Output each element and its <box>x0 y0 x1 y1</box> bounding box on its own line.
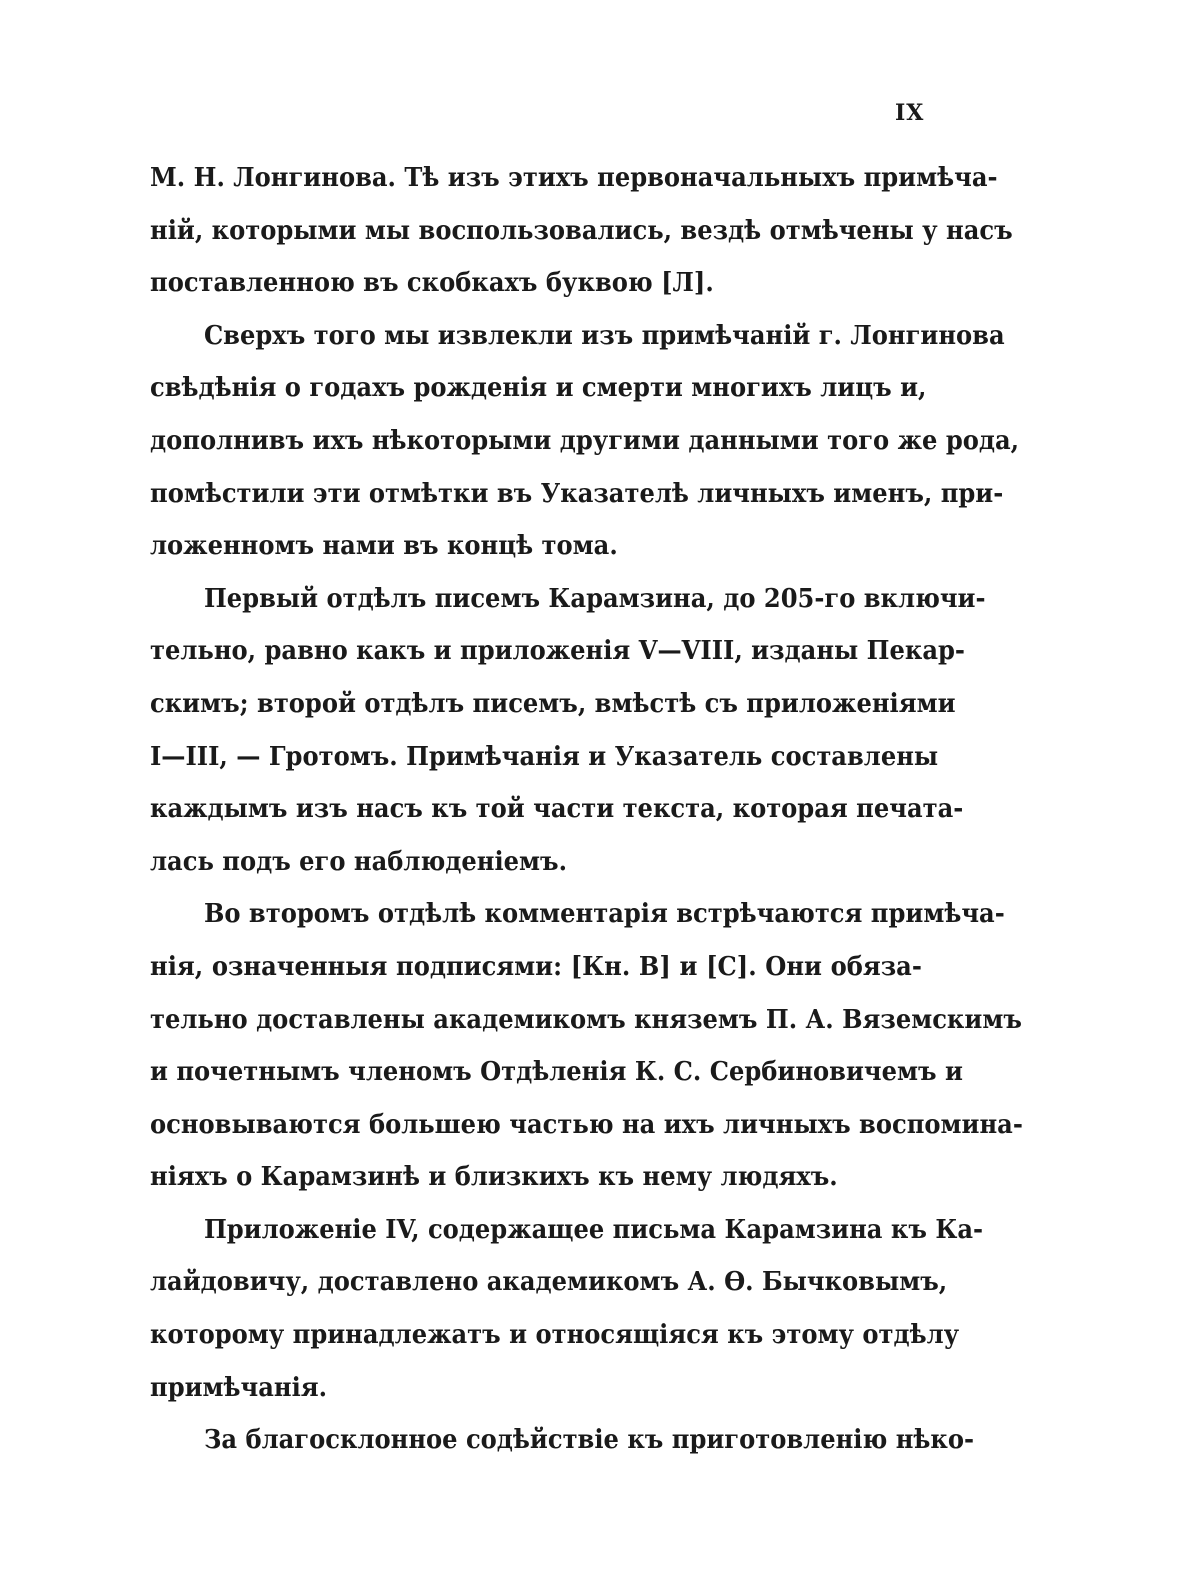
text-line: Сверхъ того мы извлекли изъ примѣчаній г. Лонгинова <box>203 320 1005 351</box>
text-line: ложенномъ нами въ концѣ тома. <box>150 531 618 562</box>
text-line: которому принадлежатъ и относящіяся къ этому отдѣлу <box>150 1320 960 1351</box>
text-line: Во второмъ отдѣлѣ комментарія встрѣчаются примѣча- <box>203 899 1005 930</box>
paragraph <box>150 573 986 889</box>
text-line: М. Н. Лонгинова. Тѣ изъ этихъ первоначальныхъ примѣча- <box>150 163 998 193</box>
text-line: I—III, — Гротомъ. Примѣчанія и Указатель составлены <box>150 741 939 772</box>
text-line: помѣстили эти отмѣтки въ Указателѣ личныхъ именъ, при- <box>150 478 1004 509</box>
text-line: лась подъ его наблюденіемъ. <box>150 846 568 877</box>
paragraph <box>150 1414 975 1467</box>
text-line: скимъ; второй отдѣлъ писемъ, вмѣстѣ съ приложеніями <box>150 688 956 719</box>
text-line: каждымъ изъ насъ къ той части текста, которая печата- <box>150 794 964 825</box>
text-line: примѣчанія. <box>150 1372 328 1403</box>
text-line: ніяхъ о Карамзинѣ и близкихъ къ нему людяхъ. <box>150 1162 838 1193</box>
paragraph <box>150 888 1023 1204</box>
text-line: тельно, равно какъ и приложенія V—VIII, изданы Пекар- <box>150 636 965 667</box>
paragraph <box>150 1204 984 1414</box>
text-line: Приложеніе IV, содержащее письма Карамзина къ Ка- <box>203 1214 984 1245</box>
paragraph <box>150 152 1013 310</box>
text-line: поставленною въ скобкахъ буквою [Л]. <box>150 268 714 299</box>
text-line: основываются большею частью на ихъ личныхъ воспомина- <box>150 1109 1023 1140</box>
text-column <box>150 152 1023 1467</box>
text-line: Первый отдѣлъ писемъ Карамзина, до 205-го включи- <box>203 583 986 614</box>
text-line: дополнивъ ихъ нѣкоторыми другими данными того же рода, <box>150 425 1020 456</box>
text-line: тельно доставлены академикомъ княземъ П. А. Вяземскимъ <box>150 1004 1022 1035</box>
paragraph <box>150 310 1020 573</box>
text-line: лайдовичу, доставлено академикомъ А. Ѳ. Бычковымъ, <box>150 1267 948 1298</box>
text-line: и почетнымъ членомъ Отдѣленія К. С. Сербиновичемъ и <box>150 1057 963 1088</box>
page-number: IX <box>895 100 925 126</box>
text-line: свѣдѣнія о годахъ рожденія и смерти многихъ лицъ и, <box>150 373 927 404</box>
text-line: ній, которыми мы воспользовались, вездѣ отмѣчены у насъ <box>150 215 1013 246</box>
text-line: За благосклонное содѣйствіе къ приготовленію нѣко- <box>203 1425 975 1456</box>
text-line: нія, означенныя подписями: [Кн. В] и [С]. Они обяза- <box>150 951 922 982</box>
